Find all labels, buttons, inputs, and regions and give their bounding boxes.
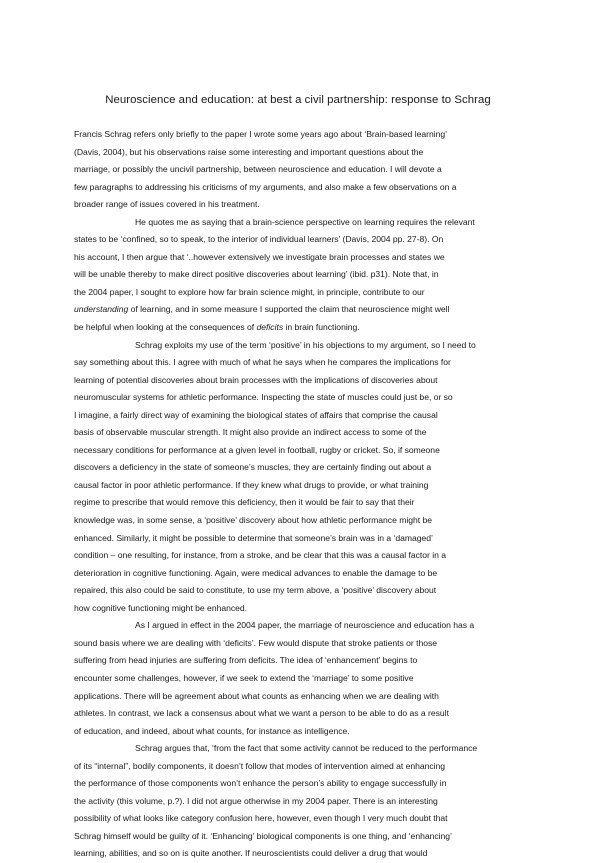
line-text: deterioration in cognitive functioning. Again, were medical advances to enable the damage to be xyxy=(74,567,438,578)
line-text: He quotes me as saying that a brain-science perspective on learning requires the relevant xyxy=(135,216,475,227)
body-text-line xyxy=(74,442,526,460)
line-text: As I argued in effect in the 2004 paper, the marriage of neuroscience and education has a xyxy=(135,620,475,631)
line-text: Schrag exploits my use of the term ‘positive’ in his objections to my argument, so I need to xyxy=(135,339,476,350)
line-text: basis of observable muscular strength. It might also provide an indirect access to some of the xyxy=(74,427,427,438)
emphasis-text: understanding xyxy=(74,304,129,315)
line-text: encounter some challenges, however, if we seek to extend the ‘marriage’ to some positive xyxy=(74,672,414,683)
line-text: be helpful when looking at the consequences of xyxy=(74,322,257,333)
line-text: how cognitive functioning might be enhanced. xyxy=(74,602,248,613)
line-text: the 2004 paper, I sought to explore how far brain science might, in principle, contribute to our xyxy=(74,286,425,297)
body-text-line xyxy=(74,530,526,548)
body-text-line xyxy=(74,424,526,442)
line-text: of learning, and in some measure I supported the claim that neuroscience might well xyxy=(128,304,450,315)
body-text-line xyxy=(74,565,526,583)
line-text: knowledge was, in some sense, a ‘positive’ discovery about how athletic performance might be xyxy=(74,515,433,526)
line-text: of its “internal”, bodily components, it doesn’t follow that modes of intervention aimed at enhancing xyxy=(74,760,446,771)
body-text-line xyxy=(74,144,526,162)
body-text-line xyxy=(74,372,526,390)
body-text-line xyxy=(74,512,526,530)
line-text: will be unable thereby to make direct positive discoveries about learning’ (ibid. p31). Note that, in xyxy=(74,269,439,280)
body-text-line xyxy=(74,740,526,758)
body-text-line xyxy=(74,301,526,319)
line-text: sound basis where we are dealing with ‘deficits’. Few would dispute that stroke patients or those xyxy=(74,637,438,648)
body-text-line xyxy=(74,617,526,635)
line-text: states to be ‘confined, so to speak, to the interior of individual learners’ (Davis, 2004 pp. 27-8). On xyxy=(74,234,444,245)
body-text-line xyxy=(74,266,526,284)
line-text: (Davis, 2004), but his observations raise some interesting and important questions about the xyxy=(74,146,424,157)
body-text-line xyxy=(74,214,526,232)
body-text-line xyxy=(74,477,526,495)
emphasis-text: deficits xyxy=(256,322,284,333)
body-text-line xyxy=(74,179,526,197)
body-text-line xyxy=(74,723,526,741)
body-text-line xyxy=(74,635,526,653)
body-text-line xyxy=(74,494,526,512)
body-text-line xyxy=(74,810,526,828)
line-text: Schrag argues that, ‘from the fact that some activity cannot be reduced to the performance xyxy=(135,743,478,754)
body-text-line xyxy=(74,354,526,372)
body-text-line xyxy=(74,705,526,723)
line-text: say something about this. I agree with much of what he says when he compares the implications for xyxy=(74,357,451,368)
line-text: Francis Schrag refers only briefly to the paper I wrote some years ago about ‘Brain-based learning’ xyxy=(74,129,447,139)
line-text: applications. There will be agreement about what counts as enhancing when we are dealing with xyxy=(74,690,439,701)
body-text-line xyxy=(74,670,526,688)
line-text: condition – one resulting, for instance, from a stroke, and be clear that this was a causal factor in a xyxy=(74,550,446,561)
body-text-line xyxy=(74,758,526,776)
body-text-line xyxy=(74,126,526,144)
body-text-line xyxy=(74,828,526,846)
body-text-line xyxy=(74,845,526,863)
line-text: necessary conditions for performance at a given level in football, rugby or cricket. So, if someone xyxy=(74,444,440,455)
line-text: marriage, or possibly the uncivil partnership, between neuroscience and education. I will devote a xyxy=(74,164,442,175)
line-text: repaired, this also could be said to constitute, to use my term above, a ‘positive’ discovery about xyxy=(74,585,437,596)
line-text: possibility of what looks like category confusion here, however, even though I very much doubt that xyxy=(74,813,448,824)
line-text: the activity (this volume, p.?). I did not argue otherwise in my 2004 paper. There is an interesting xyxy=(74,795,438,806)
line-text: few paragraphs to addressing his criticisms of my arguments, and also make a few observations on a xyxy=(74,181,457,192)
line-text: causal factor in poor athletic performance. If they knew what drugs to provide, or what training xyxy=(74,479,429,490)
line-text: learning of potential discoveries about brain processes with the implications of discoveries about xyxy=(74,374,438,385)
body-text-line xyxy=(74,652,526,670)
line-text: in brain functioning. xyxy=(283,322,360,333)
body-text-line xyxy=(74,319,526,337)
body-text-line xyxy=(74,231,526,249)
line-text: I imagine, a fairly direct way of examining the biological states of affairs that comprise the causal xyxy=(74,409,438,420)
line-text: broader range of issues covered in his treatment. xyxy=(74,199,260,210)
body-text-line xyxy=(74,249,526,267)
line-text: his account, I then argue that ‘..however extensively we investigate brain processes and states we xyxy=(74,251,445,262)
line-text: athletes. In contrast, we lack a consensus about what we want a person to be able to do as a result xyxy=(74,708,449,719)
body-text-line xyxy=(74,407,526,425)
line-text: enhanced. Similarly, it might be possible to determine that someone’s brain was in a ‘damaged’ xyxy=(74,532,433,543)
line-text: regime to prescribe that would remove this deficiency, then it would be fair to say that their xyxy=(74,497,415,508)
line-text: of education, and indeed, about what counts, for instance as intelligence. xyxy=(74,725,350,736)
body-text-line xyxy=(74,582,526,600)
body-text-line xyxy=(74,775,526,793)
line-text: discovers a deficiency in the state of someone’s muscles, they are certainly finding out about a xyxy=(74,462,432,473)
body-text-line xyxy=(74,688,526,706)
line-text: neuromuscular systems for athletic performance. Inspecting the state of muscles could just be, or so xyxy=(74,392,453,403)
body-text-line xyxy=(74,793,526,811)
line-text: learning, abilities, and so on is quite another. If neuroscientists could deliver a drug that would xyxy=(74,848,428,859)
body-text-line xyxy=(74,459,526,477)
line-text: Schrag himself would be guilty of it. ‘Enhancing’ biological components is one thing, and ‘enhancing’ xyxy=(74,830,452,841)
line-text: suffering from head injuries are suffering from deficits. The idea of ‘enhancement’ begins to xyxy=(74,655,418,666)
body-text-line xyxy=(74,547,526,565)
line-text: the performance of those components won’t enhance the person’s ability to engage successfully in xyxy=(74,778,447,789)
body-text-line xyxy=(74,284,526,302)
document-body xyxy=(74,126,526,863)
document-title: Neuroscience and education: at best a civil partnership: response to Schrag xyxy=(105,94,491,106)
body-text-line xyxy=(74,337,526,355)
body-text-line xyxy=(74,389,526,407)
body-text-line xyxy=(74,161,526,179)
body-text-line xyxy=(74,600,526,618)
body-text-line xyxy=(74,196,526,214)
